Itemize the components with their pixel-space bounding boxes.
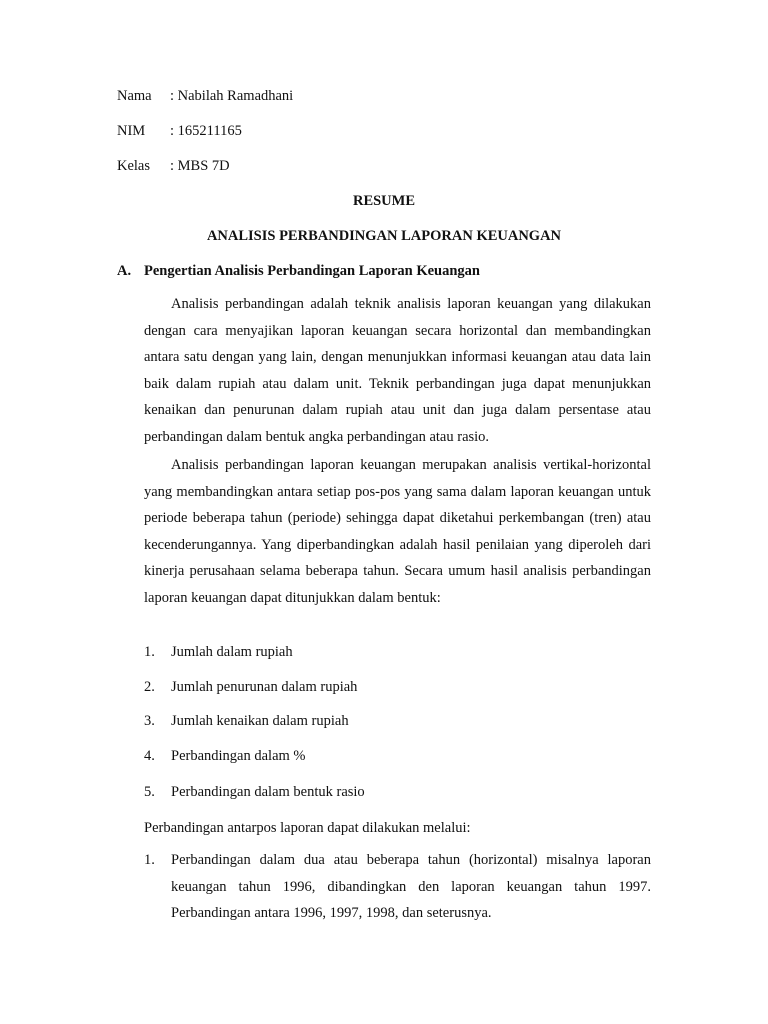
section-a-heading: [117, 261, 480, 281]
list-text: Jumlah penurunan dalam rupiah: [171, 679, 358, 695]
list-text: Perbandingan dalam bentuk rasio: [171, 784, 365, 800]
name-value: : Nabilah Ramadhani: [170, 88, 294, 104]
class-label: Kelas: [117, 158, 151, 174]
section-a-title: Pengertian Analisis Perbandingan Laporan Keuangan: [144, 263, 480, 279]
list-text: Jumlah dalam rupiah: [171, 644, 293, 660]
name-label: Nama: [117, 88, 152, 104]
list-number: 1.: [144, 852, 155, 868]
list-number: 1.: [144, 644, 155, 660]
list-text: Jumlah kenaikan dalam rupiah: [171, 713, 349, 729]
document-title: RESUME: [352, 193, 416, 209]
list-number: 2.: [144, 679, 155, 695]
document-subtitle: ANALISIS PERBANDINGAN LAPORAN KEUANGAN: [206, 228, 562, 244]
class-value: : MBS 7D: [170, 158, 230, 174]
paragraph-2: Analisis perbandingan laporan keuangan merupakan analisis vertikal-horizontal yang membandingkan antara setiap pos-pos yang sama dalam laporan keuangan untuk periode beberapa tahun (periode) sehingga dapat diketahui perkembangan (tren) atau kecenderungannya. Yang diperbandingkan adalah hasil penilaian yang diperoleh dari kinerja perusahaan selama beberapa tahun. Secara umum hasil analisis perbandingan laporan keuangan dapat ditunjukkan dalam bentuk:: [144, 457, 651, 606]
nim-label: NIM: [117, 123, 146, 139]
nim-value: : 165211165: [170, 123, 242, 139]
list-text: Perbandingan dalam dua atau beberapa tahun (horizontal) misalnya laporan keuangan tahun 1996, dibandingkan den laporan keuangan tahun 1997. Perbandingan antara 1996, 1997, 1998, dan seterusnya.: [171, 852, 651, 921]
list-number: 3.: [144, 713, 155, 729]
list-number: 4.: [144, 748, 155, 764]
list-number: 5.: [144, 784, 155, 800]
paragraph-1: Analisis perbandingan adalah teknik analisis laporan keuangan yang dilakukan dengan cara menyajikan laporan keuangan secara horizontal dan membandingkan antara satu dengan yang lain, dengan menunjukkan informasi keuangan atau data lain baik dalam rupiah atau dalam unit. Teknik perbandingan juga dapat menunjukkan kenaikan dan penurunan dalam rupiah atau unit dan juga dalam persentase atau perbandingan dalam bentuk angka perbandingan atau rasio.: [144, 296, 651, 445]
list-text: Perbandingan dalam %: [171, 748, 306, 764]
section-a-letter: A.: [117, 263, 132, 279]
paragraph-3: Perbandingan antarpos laporan dapat dilakukan melalui:: [144, 820, 471, 836]
